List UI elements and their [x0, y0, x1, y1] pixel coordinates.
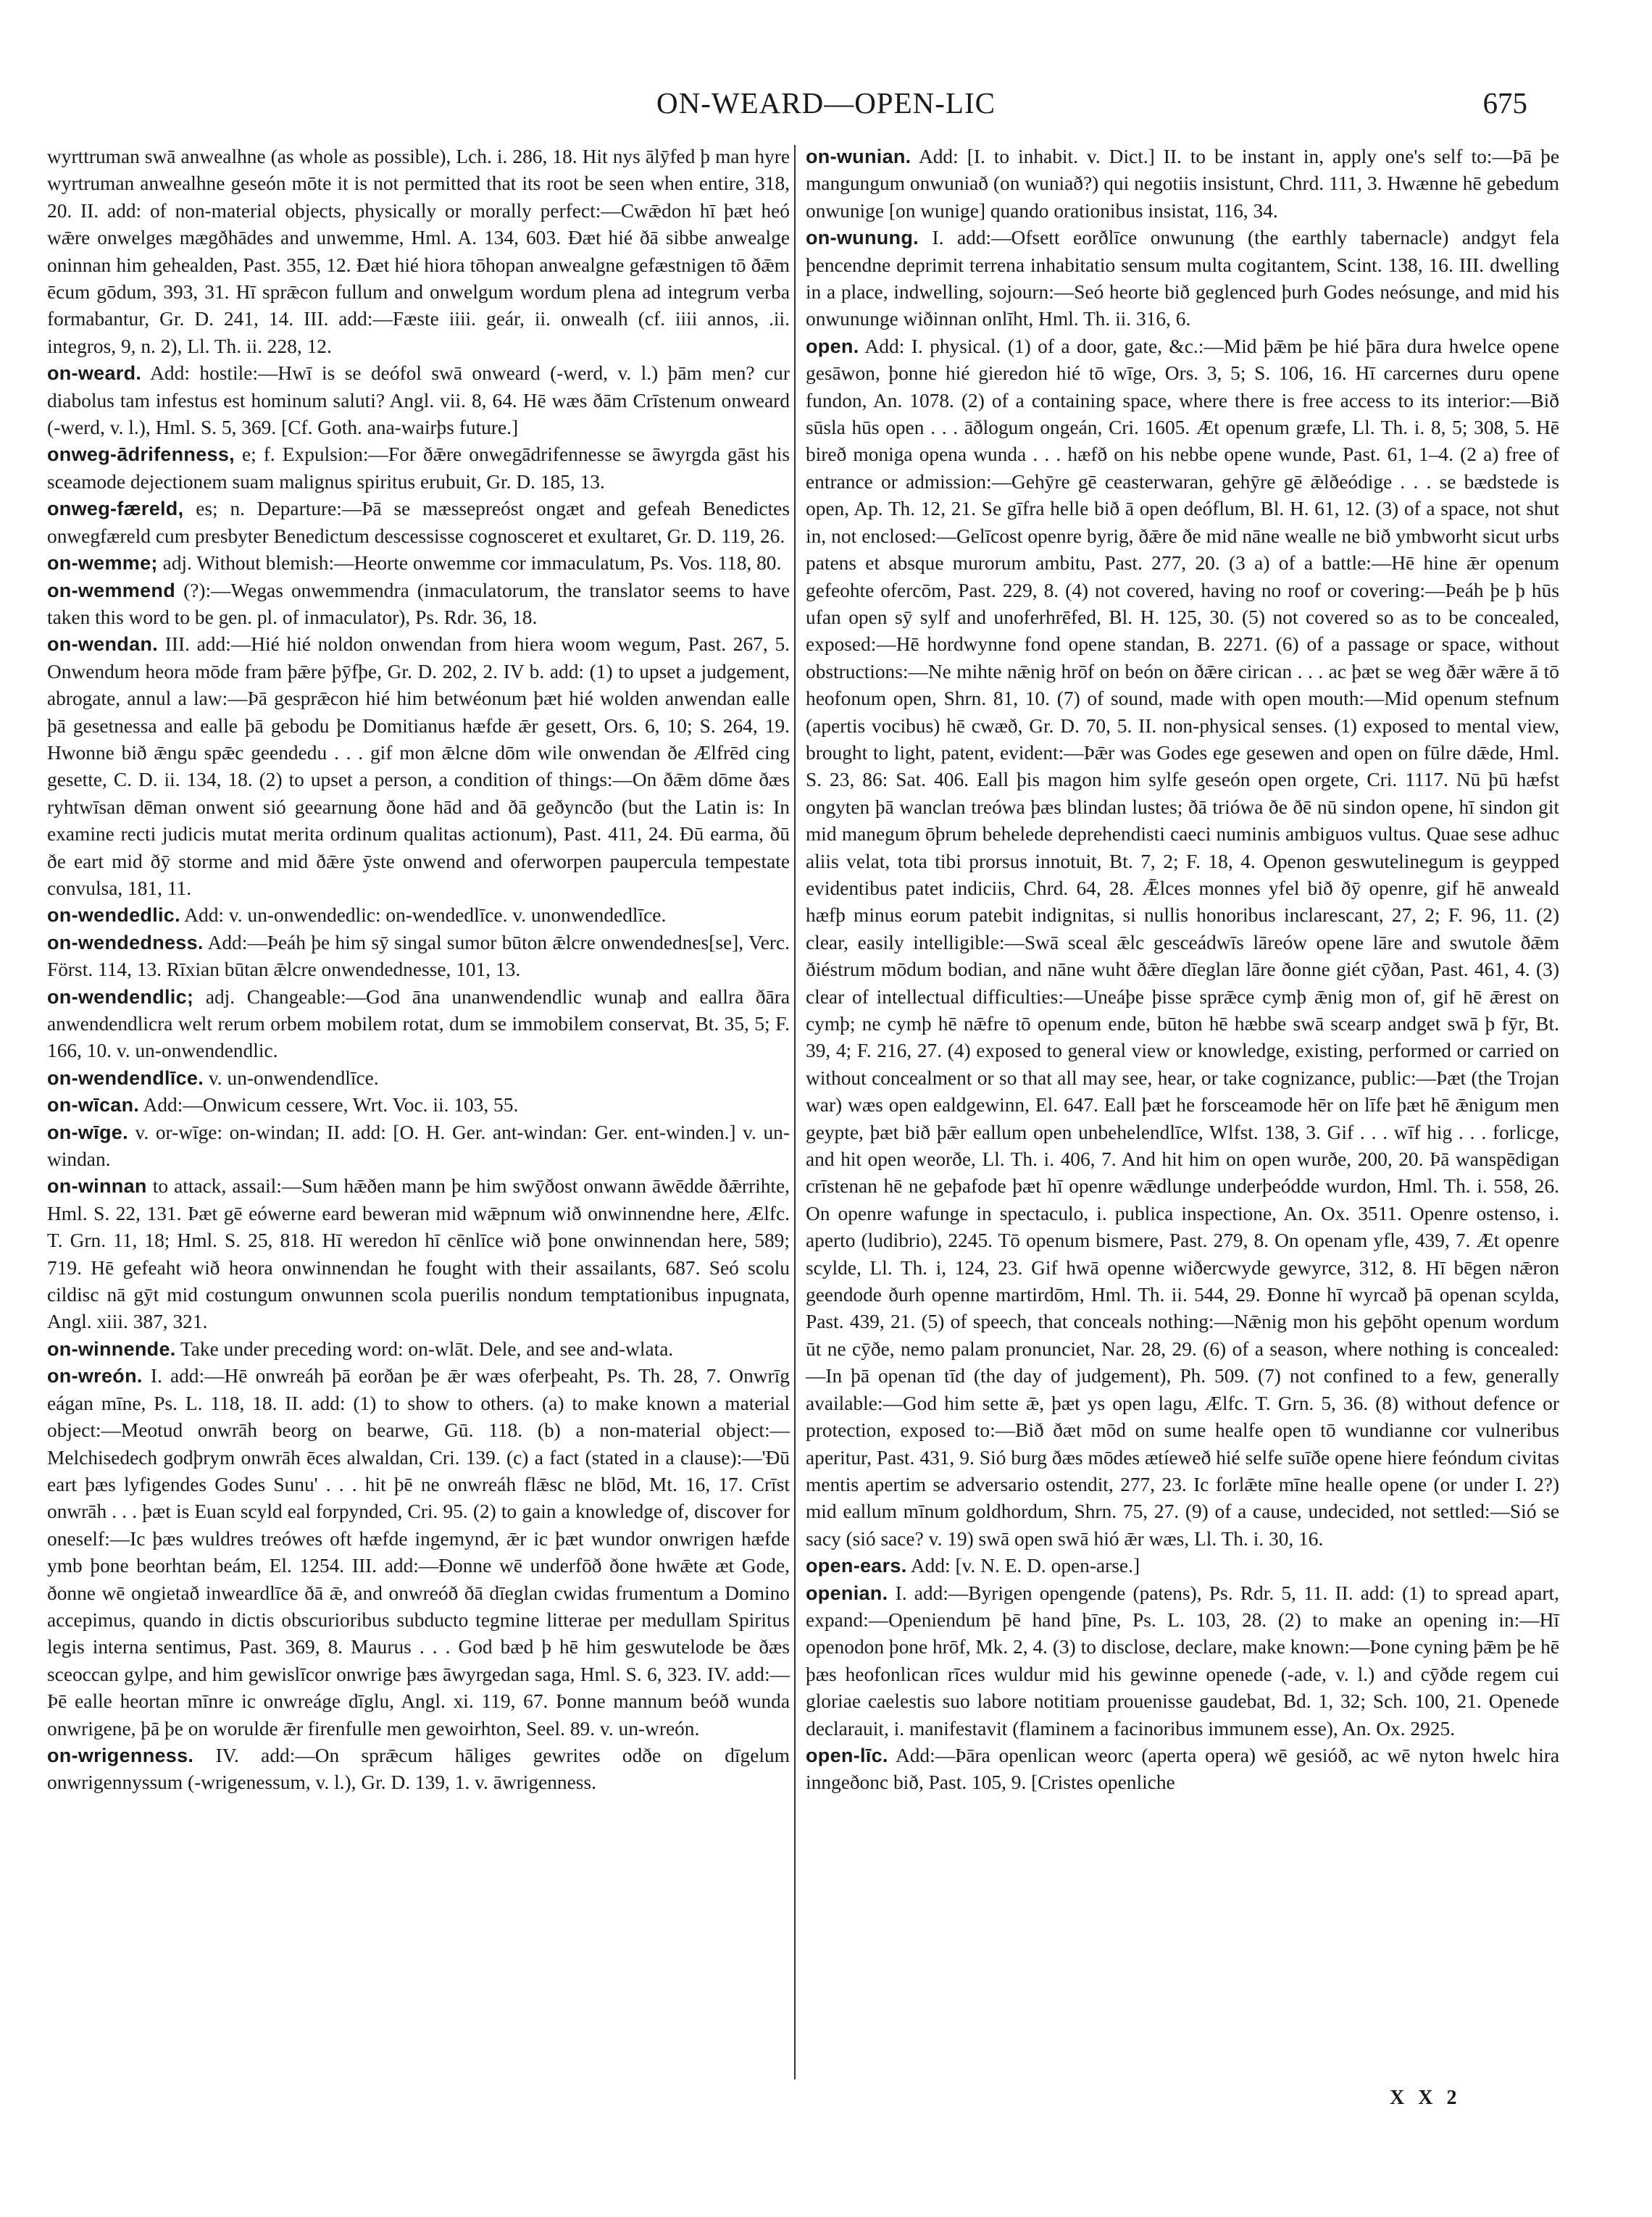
- entry-headword: open.: [806, 335, 859, 357]
- dictionary-entry: [806, 225, 1559, 333]
- entry-headword: openian.: [806, 1582, 888, 1604]
- entry-headword: on-wrigenness.: [47, 1744, 194, 1766]
- entry-text: I. add:—Ofsett eorðlīce onwunung (the earthly tabernacle) andgyt fela þencendne deprimit terrena inhabitatio sensum multa cogitantem, Scint. 138, 16. III. dwelling in a place, indwelling, sojourn:—Seó heorte bið geglenced þurh Godes neósunge, and mid his onwununge wiðinnan onlīht, Hml. Th. ii. 316, 6.: [806, 227, 1559, 330]
- entry-text: v. or-wīge: on-windan; II. add: [O. H. Ger. ant-windan: Ger. ent-winden.] v. un-windan.: [47, 1121, 790, 1171]
- dictionary-entry: [47, 984, 790, 1065]
- entry-text: Add:—Þeáh þe him sȳ singal sumor būton ǣlcre onwendednes[se], Verc. Först. 114, 13. Rīxian būtan ǣlcre onwendednesse, 101, 13.: [47, 931, 790, 981]
- dictionary-entry: [47, 1119, 790, 1174]
- entry-text: IV. add:—On sprǣcum hāliges gewrites odðe on dīgelum onwrigennyssum (-wrigenessum, v. l.), Gr. D. 139, 1. v. āwrigenness.: [47, 1744, 790, 1794]
- page-title: ON-WEARD—OPEN-LIC: [656, 86, 996, 120]
- dictionary-entry: [47, 496, 790, 550]
- entry-text: v. un-onwendendlīce.: [208, 1066, 379, 1089]
- entry-text: e; f. Expulsion:—For ðǣre onwegādrifennesse se āwyrgda gāst his sceamode dejectionem suam malignus spiritus erubuit, Gr. D. 185, 13.: [47, 443, 790, 493]
- entry-headword: on-wunian.: [806, 146, 911, 167]
- running-header: [0, 0, 1652, 145]
- entry-text: III. add:—Hié hié noldon onwendan from hiera woom wegum, Past. 267, 5. Onwendum heora mōde fram þǣre þȳfþe, Gr. D. 202, 2. IV b. add: (1) to upset a judgement, abrogate, annul a law:—Þā gesprǣcon hié him betwéonum þæt hié wolden anwendan ealle þā gesetnessa and ealle þā gebodu þe Domitianus hæfde ǣr gesett, Ors. 6, 10; S. 264, 19. Hwonne bið ǣngu spǣc geendedu . . . gif mon ǣlcne dōm wile onwendan ðe Ælfrēd cing gesette, C. D. ii. 134, 18. (2) to upset a person, a condition of things:—On ðǣm dōme ðæs ryhtwīsan dēman onwent sió geearnung ðone hād and ðā geðyncðo (but the Latin is: In examine recti judicis mutat merita ordinum qualitas actionum), Past. 411, 24. Ðū earma, ðū ðe eart mid ðȳ storme and mid ðǣre ȳste onwend and oferworpen paupercula tempestate convulsa, 181, 11.: [47, 633, 790, 899]
- dictionary-entry: [47, 1363, 790, 1742]
- dictionary-entry: [47, 441, 790, 496]
- entry-text: wyrttruman swā anwealhne (as whole as possible), Lch. i. 286, 18. Hit nys ālȳfed þ man hyre wyrtruman anwealhne geseón mōte it is not permitted that its root be seen when entire, 318, 20. II. add: of non-material objects, physically or morally perfect:—Cwǣdon hī þæt heó wǣre onwelges mægðhādes and unwemme, Hml. A. 134, 603. Ðæt hié ðā sibbe anwealge oninnan him gehealden, Past. 355, 12. Ðæt hié hiora tōhopan anwealgne gefæstnigen tō ðǣm ēcum gōdum, 393, 31. Hī sprǣcon fullum and onwelgum wordum plena ad integrum verba formabantur, Gr. D. 241, 14. III. add:—Fæste iiii. geár, ii. onwealh (cf. iiii annos, .ii. integros, 9, n. 2), Ll. Th. ii. 228, 12.: [47, 146, 790, 357]
- dictionary-entry: [47, 143, 790, 360]
- entry-text: es; n. Departure:—Þā se mæssepreóst ongæt and gefeah Benedictes onwegfæreld cum presbyter Benedictum descessisse cognosceret et exultaret, Gr. D. 119, 26.: [47, 498, 790, 547]
- right-column: [806, 143, 1559, 1797]
- dictionary-entry: [47, 1336, 790, 1363]
- dictionary-entry: [47, 902, 790, 929]
- entry-headword: on-wendendlīce.: [47, 1066, 204, 1089]
- entry-text: Take under preceding word: on-wlāt. Dele, and see and-wlata.: [180, 1337, 674, 1360]
- signature-mark: X X 2: [1390, 2087, 1461, 2109]
- entry-text: (?):—Wegas onwemmendra (inmaculatorum, the translator seems to have taken this word to be gen. pl. of inmaculator), Ps. Rdr. 36, 18.: [47, 579, 790, 628]
- entry-text: adj. Changeable:—God āna unanwendendlic wunaþ and eallra ðāra anwendendlicra welt rerum orbem mobilem rotat, dum se immobilem conservat, Bt. 35, 5; F. 166, 10. v. un-onwendendlic.: [47, 985, 790, 1062]
- entry-text: adj. Without blemish:—Heorte onwemme cor immaculatum, Ps. Vos. 118, 80.: [162, 552, 782, 575]
- entry-headword: on-wreón.: [47, 1365, 143, 1387]
- entry-headword: on-wīge.: [47, 1121, 128, 1143]
- entry-text: Add: v. un-onwendedlic: on-wendedlīce. v. unonwendedlīce.: [184, 904, 667, 927]
- entry-text: Add: hostile:—Hwī is se deófol swā onweard (-werd, v. l.) þām men? cur diabolus tam infestus est hominum saluti? Angl. vii. 8, 64. Hē wæs ðām Crīstenum onweard (-werd, v. l.), Hml. S. 5, 369. [Cf. Goth. ana-wairþs future.]: [47, 362, 790, 439]
- entry-headword: on-wunung.: [806, 227, 919, 249]
- dictionary-entry: [806, 1580, 1559, 1742]
- entry-headword: open-līc.: [806, 1744, 888, 1766]
- entry-headword: on-wendedness.: [47, 931, 204, 953]
- dictionary-entry: [47, 360, 790, 441]
- entry-text: to attack, assail:—Sum hǣðen mann þe him swȳðost onwann āwēdde ðǣrrihte, Hml. S. 22, 131. Þæt gē eówerne eard beweran mid wǣpnum wið onwinnendne here, Ælfc. T. Grn. 11, 18; Hml. S. 25, 818. Hī weredon hī cēnlīce wið þone onwinnendan here, 589; 719. Hē gefeaht wið heora onwinnendan he fought with their assailants, 687. Seó scolu cildisc nā gȳt mid costungum onwunnen scola puerilis nondum temptationibus inpugnata, Angl. xiii. 387, 321.: [47, 1175, 790, 1333]
- entry-text: Add: [v. N. E. D. open-arse.]: [910, 1555, 1140, 1577]
- dictionary-entry: [47, 631, 790, 902]
- dictionary-entry: [806, 1553, 1559, 1579]
- entry-text: I. add:—Byrigen opengende (patens), Ps. Rdr. 5, 11. II. add: (1) to spread apart, expand:—Openiendum þē hand þīne, Ps. L. 103, 28. (2) to make an opening in:—Hī openodon þone hrōf, Mk. 2, 4. (3) to disclose, declare, make known:—Þone cyning þǣm þe hē þæs heofonlican rīces wuldur mid his gewinne openede (-ade, v. l.) and cȳðde regem cui gloriae caelestis suo labore notitiam prouenisse gaudebat, Bd. 1, 32; Sch. 100, 21. Openede declarauit, i. manifestavit (flaminem a facinoribus immunem esse), An. Ox. 2925.: [806, 1582, 1559, 1740]
- dictionary-entry: [806, 333, 1559, 1553]
- dictionary-entry: [47, 1173, 790, 1335]
- dictionary-entry: [47, 1065, 790, 1092]
- entry-headword: on-wendendlic;: [47, 985, 194, 1008]
- dictionary-entry: [806, 143, 1559, 225]
- entry-headword: on-wendan.: [47, 633, 158, 656]
- dictionary-entry: [47, 1092, 790, 1119]
- dictionary-entry: [47, 550, 790, 577]
- entry-headword: on-winnan: [47, 1175, 147, 1198]
- entry-text: Add:—Þāra openlican weorc (aperta opera) wē gesióð, ac wē nyton hwelc hira inngeðonc bið, Past. 105, 9. [Cristes openliche: [806, 1744, 1559, 1794]
- entry-headword: on-winnende.: [47, 1337, 176, 1360]
- entry-headword: onweg-færeld,: [47, 498, 184, 520]
- entry-text: Add: I. physical. (1) of a door, gate, &c.:—Mid þǣm þe hié þāra dura hwelce opene gesāwon, þonne hié gieredon hié tō wīge, Ors. 3, 5; S. 106, 16. Hī carcernes duru opene fundon, An. 1078. (2) of a containing space, where there is free access to its interior:—Bið sūsla hūs open . . . āðlogum ongeán, Cri. 1605. Æt openum græfe, Ll. Th. i. 8, 5; 308, 5. Hē bireð moniga opena wunda . . . hæfð on his nebbe opene wunde, Past. 61, 1–4. (2 a) free of entrance or admission:—Gehȳre gē ceasterwaran, gehȳre gē ǣlðeódige . . . se bædstede is open, Ap. Th. 12, 21. Se gīfra helle bið ā open deóflum, Bl. H. 61, 12. (3) of a space, not shut in, not enclosed:—Gelīcost openre byrig, ðǣre ðe mid nāne wealle ne bið ymbworht sicut urbs patens et absque murorum ambitu, Past. 277, 20. (3 a) of a battle:—Hē hine ǣr openum gefeohte ofercōm, Past. 229, 8. (4) not covered, having no roof or covering:—Þeáh þe þ hūs ufan open sȳ sylf and unoferhrēfed, Bl. H. 125, 30. (5) not covered so as to be concealed, exposed:—Hē hordwynne fond opene standan, B. 2271. (6) of a passage or space, without obstructions:—Ne mihte nǣnig hrōf on beón on ðǣre cirican . . . ac þæt se weg ðǣr wǣre ā tō heofonum open, Shrn. 81, 10. (7) of sound, made with open mouth:—Mid openum stefnum (apertis vocibus) hē cwæð, Gr. D. 70, 5. II. non-physical senses. (1) exposed to mental view, brought to light, patent, evident:—Þǣr was Godes ege gesewen and open on fūlre dǣde, Hml. S. 23, 86: Sat. 406. Eall þis magon him sylfe geseón open orgete, Cri. 1117. Nū þū hæfst ongyten þā wanclan treówa þæs blindan lustes; ðā triówa ðe ðē nū sindon opene, hī sindon git mid manegum ōþrum behelede deprehendisti caeci numinis ambiguos vultus. Quae sese adhuc aliis velat, tota tibi prorsus innotuit, Bt. 7, 2; F. 18, 4. Openon geswutelinegum is geypped evidentibus patet indiciis, Chrd. 64, 28. Ǣlces monnes yfel bið ðȳ openre, gif hē anweald hæfþ minus eorum patebit indignitas, si nullis honoribus inclarescant, 27, 2; F. 96, 11. (2) clear, easily intelligible:—Swā sceal ǣlc gesceádwīs lāreów opene lāre and swutole ðǣm ðiéstrum mōdum bodian, and nāne wuht ðǣre dīeglan lāre ðonne giét cȳðan, Past. 461, 4. (3) clear of intellectual difficulties:—Uneáþe þisse sprǣce cymþ ǣnig mon of, gif hē ǣrest on cymþ; ne cymþ hē nǣfre tō openum ende, būton hē hæbbe swā scearp andget swā þ fȳr, Bt. 39, 4; F. 216, 27. (4) exposed to general view or knowledge, existing, performed or carried on without concealment or so that all may see, hear, or take cognizance, public:—Þæt (the Trojan war) wæs open ealdgewinn, El. 647. Eall þæt he forsceamode hēr on līfe þæt hē ǣnigum men geypte, þæt bið þǣr eallum open unbehelendlīce, Wlfst. 138, 3. Gif . . . wīf hig . . . forlicge, and hit open weorðe, Ll. Th. i. 406, 7. And hit him on open wurðe, 200, 20. Þā wanspēdigan crīstenan hē ne geþafode þæt hī openre wǣdlunge underþeódde wurdon, Hml. Th. i. 558, 26. On openre wafunge in spectaculo, i. publica inspectione, An. Ox. 3511. Openre ostenso, i. aperto (ludibrio), 2245. Tō openum bismere, Past. 279, 8. On openam yfle, 439, 7. Æt openre scylde, Ll. Th. i, 124, 23. Gif hwā openne wiðercwyde gewyrce, 312, 8. Hī bēgen nǣron geendode ðurh openne martirdōm, Hml. Th. ii. 544, 29. Ðonne hī wyrcað þā openan scylda, Past. 439, 21. (5) of speech, that conceals nothing:—Nǣnig mon his geþōht openum wordum ūt ne cȳðe, nemo palam pronunciet, Nar. 28, 29. (6) of a season, where nothing is concealed:—In þā openan tīd (the day of judgement), Ph. 509. (7) not confined to a few, generally available:—God him sette ǣ, þæt ys open lagu, Ælfc. T. Grn. 5, 36. (8) without defence or protection, exposed to:—Bið ðæt mōd on sume healfe open tō wundianne cor vulneribus aperitur, Past. 431, 9. Sió burg ðæs mōdes ætíeweð hié selfe suīðe opene hiere feóndum civitas mentis apertim se adversario ostendit, 277, 23. Ic forlǣte mīne healle opene (or under I. 2?) mid eallum mīnum goldhordum, Shrn. 75, 27. (9) of a cause, undecided, not settled:—Sió se sacy (sió sace? v. 19) swā open swā hió ǣr wæs, Ll. Th. i. 30, 16.: [806, 335, 1560, 1550]
- entry-headword: on-wemme;: [47, 552, 158, 575]
- left-column: [47, 143, 790, 1797]
- entry-text: I. add:—Hē onwreáh þā eorðan þe ǣr wæs oferþeaht, Ps. Th. 28, 7. Onwrīg eágan mīne, Ps. L. 118, 18. II. add: (1) to show to others. (a) to make known a material object:—Meotud onwrāh beorg on bearwe, Gū. 118. (b) a non-material object:—Melchisedech godþrym onwrāh ēces alwaldan, Cri. 139. (c) a fact (stated in a clause):—'Ðū eart þæs lyfigendes Godes Sunu' . . . hit þē ne onwreáh flǣsc ne blōd, Mt. 16, 17. Crīst onwrāh . . . þæt is Euan scyld eal forpynded, Cri. 95. (2) to gain a knowledge of, discover for oneself:—Ic þæs wuldres treówes oft hæfde ingemynd, ǣr ic þæt wundor onwrigen hæfde ymb þone beorhtan beám, El. 1254. III. add:—Ðonne wē underfōð ðone hwǣte æt Gode, ðonne wē ongietað inweardlīce ðā ǣ, and onwreóð ðā dīeglan cwidas frumentum a Domino accepimus, quando in dictis obscurioribus subducto tegmine litterae per medullam Spiritus legis interna sentimus, Past. 369, 8. Maurus . . . God bæd þ hē him geswutelode be ðæs sceoccan gylpe, and him gewislīcor onwrige þæs āwyrgedan saga, Hml. S. 6, 323. IV. add:—Þē ealle heortan mīnre ic onwreáge dīglu, Angl. xi. 119, 67. Þonne mannum beóð wunda onwrigene, þā þe on worulde ǣr firenfulle men gewoirhton, Seel. 89. v. un-wreón.: [47, 1365, 790, 1740]
- dictionary-entry: [47, 577, 790, 632]
- entry-headword: on-wīcan.: [47, 1094, 140, 1116]
- dictionary-entry: [806, 1742, 1559, 1797]
- entry-headword: onweg-ādrifenness,: [47, 443, 235, 466]
- entry-headword: open-ears.: [806, 1555, 907, 1577]
- page-number: 675: [1482, 86, 1527, 120]
- entry-headword: on-wemmend: [47, 579, 176, 601]
- entry-text: Add:—Onwicum cessere, Wrt. Voc. ii. 103, 55.: [143, 1094, 519, 1116]
- dictionary-entry: [47, 1742, 790, 1797]
- entry-headword: on-wendedlic.: [47, 904, 180, 927]
- column-divider: [794, 145, 796, 2079]
- entry-headword: on-weard.: [47, 362, 142, 385]
- entry-text: Add: [I. to inhabit. v. Dict.] II. to be instant in, apply one's self to:—Þā þe mangungum onwuniað (on wuniað?) qui negotiis insistunt, Chrd. 111, 3. Hwænne hē gebedum onwunige [on wunige] quando orationibus insistat, 116, 34.: [806, 146, 1560, 222]
- dictionary-entry: [47, 930, 790, 984]
